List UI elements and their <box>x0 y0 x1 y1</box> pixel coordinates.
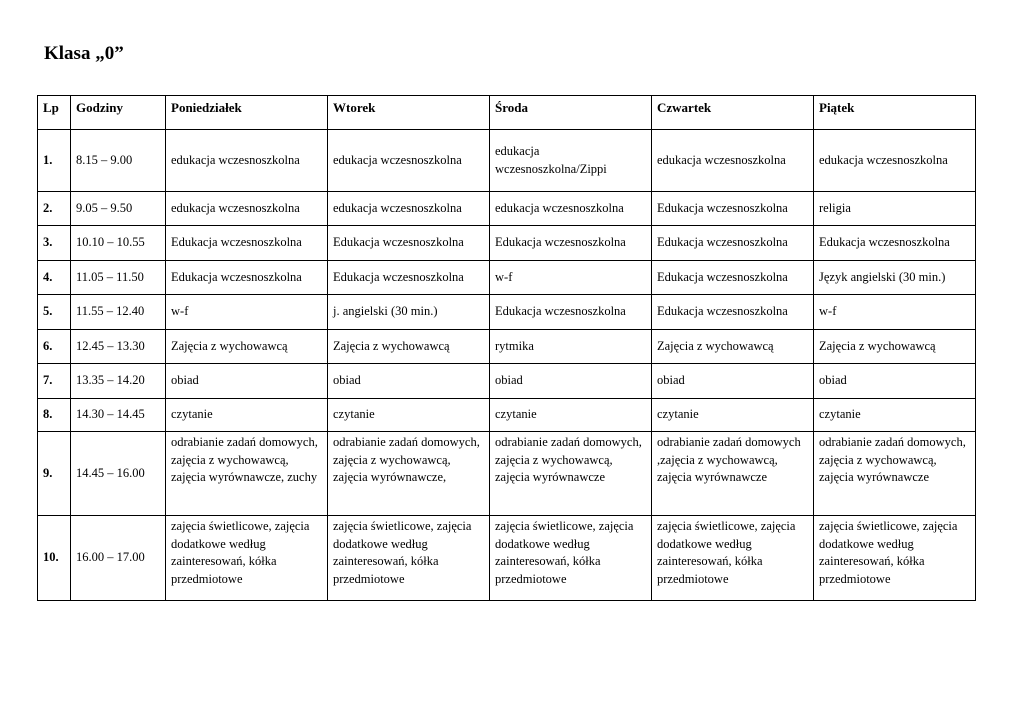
row-number: 3. <box>38 226 71 261</box>
lesson-cell-thursday: Zajęcia z wychowawcą <box>652 330 814 364</box>
header-friday: Piątek <box>814 96 976 130</box>
lesson-cell-thursday: czytanie <box>652 399 814 432</box>
lesson-cell-tuesday: obiad <box>328 364 490 399</box>
lesson-cell-friday: zajęcia świetlicowe, zajęcia dodatkowe według zainteresowań, kółka przedmiotowe <box>814 516 976 601</box>
row-number: 2. <box>38 192 71 226</box>
lesson-cell-tuesday: czytanie <box>328 399 490 432</box>
lesson-cell-monday: obiad <box>166 364 328 399</box>
lesson-cell-wednesday: odrabianie zadań domowych, zajęcia z wychowawcą, zajęcia wyrównawcze <box>490 432 652 516</box>
lesson-cell-friday: czytanie <box>814 399 976 432</box>
row-number: 1. <box>38 130 71 192</box>
row-number: 4. <box>38 261 71 295</box>
row-number: 9. <box>38 432 71 516</box>
row-number: 7. <box>38 364 71 399</box>
lesson-cell-thursday: edukacja wczesnoszkolna <box>652 130 814 192</box>
lesson-cell-monday: Edukacja wczesnoszkolna <box>166 261 328 295</box>
lesson-cell-monday: edukacja wczesnoszkolna <box>166 130 328 192</box>
lesson-hours: 11.05 – 11.50 <box>71 261 166 295</box>
lesson-cell-monday: czytanie <box>166 399 328 432</box>
table-row <box>38 192 976 226</box>
table-row <box>38 261 976 295</box>
table-header-row <box>38 96 976 130</box>
lesson-cell-friday: Język angielski (30 min.) <box>814 261 976 295</box>
lesson-cell-monday: edukacja wczesnoszkolna <box>166 192 328 226</box>
row-number: 8. <box>38 399 71 432</box>
lesson-cell-thursday: obiad <box>652 364 814 399</box>
table-row <box>38 432 976 516</box>
lesson-cell-monday: Zajęcia z wychowawcą <box>166 330 328 364</box>
header-monday: Poniedziałek <box>166 96 328 130</box>
table-row <box>38 226 976 261</box>
lesson-cell-tuesday: j. angielski (30 min.) <box>328 295 490 330</box>
lesson-cell-friday: religia <box>814 192 976 226</box>
lesson-cell-wednesday: edukacja wczesnoszkolna <box>490 192 652 226</box>
row-number: 5. <box>38 295 71 330</box>
lesson-hours: 11.55 – 12.40 <box>71 295 166 330</box>
lesson-hours: 13.35 – 14.20 <box>71 364 166 399</box>
table-row <box>38 364 976 399</box>
table-row <box>38 295 976 330</box>
lesson-cell-thursday: Edukacja wczesnoszkolna <box>652 261 814 295</box>
lesson-cell-tuesday: edukacja wczesnoszkolna <box>328 130 490 192</box>
lesson-cell-monday: zajęcia świetlicowe, zajęcia dodatkowe według zainteresowań, kółka przedmiotowe <box>166 516 328 601</box>
lesson-cell-thursday: Edukacja wczesnoszkolna <box>652 295 814 330</box>
lesson-cell-wednesday: w-f <box>490 261 652 295</box>
lesson-cell-thursday: Edukacja wczesnoszkolna <box>652 192 814 226</box>
schedule-table <box>37 95 976 601</box>
table-row <box>38 330 976 364</box>
header-thursday: Czwartek <box>652 96 814 130</box>
page-title: Klasa „0” <box>44 43 124 64</box>
lesson-hours: 8.15 – 9.00 <box>71 130 166 192</box>
lesson-cell-friday: Zajęcia z wychowawcą <box>814 330 976 364</box>
lesson-cell-tuesday: edukacja wczesnoszkolna <box>328 192 490 226</box>
lesson-cell-monday: w-f <box>166 295 328 330</box>
header-tuesday: Wtorek <box>328 96 490 130</box>
lesson-cell-tuesday: zajęcia świetlicowe, zajęcia dodatkowe według zainteresowań, kółka przedmiotowe <box>328 516 490 601</box>
lesson-cell-tuesday: odrabianie zadań domowych, zajęcia z wychowawcą, zajęcia wyrównawcze, <box>328 432 490 516</box>
lesson-hours: 10.10 – 10.55 <box>71 226 166 261</box>
table-row <box>38 516 976 601</box>
lesson-cell-tuesday: Edukacja wczesnoszkolna <box>328 226 490 261</box>
lesson-cell-wednesday: czytanie <box>490 399 652 432</box>
lesson-cell-thursday: zajęcia świetlicowe, zajęcia dodatkowe według zainteresowań, kółka przedmiotowe <box>652 516 814 601</box>
lesson-hours: 16.00 – 17.00 <box>71 516 166 601</box>
lesson-cell-monday: odrabianie zadań domowych, zajęcia z wychowawcą, zajęcia wyrównawcze, zuchy <box>166 432 328 516</box>
lesson-cell-wednesday: zajęcia świetlicowe, zajęcia dodatkowe według zainteresowań, kółka przedmiotowe <box>490 516 652 601</box>
lesson-cell-tuesday: Edukacja wczesnoszkolna <box>328 261 490 295</box>
lesson-cell-wednesday: obiad <box>490 364 652 399</box>
lesson-hours: 12.45 – 13.30 <box>71 330 166 364</box>
table-row <box>38 130 976 192</box>
header-lp: Lp <box>38 96 71 130</box>
lesson-cell-friday: odrabianie zadań domowych, zajęcia z wychowawcą, zajęcia wyrównawcze <box>814 432 976 516</box>
header-wednesday: Środa <box>490 96 652 130</box>
lesson-cell-friday: edukacja wczesnoszkolna <box>814 130 976 192</box>
lesson-cell-thursday: Edukacja wczesnoszkolna <box>652 226 814 261</box>
header-hours: Godziny <box>71 96 166 130</box>
lesson-cell-friday: obiad <box>814 364 976 399</box>
lesson-cell-wednesday: Edukacja wczesnoszkolna <box>490 226 652 261</box>
table-row <box>38 399 976 432</box>
row-number: 6. <box>38 330 71 364</box>
lesson-cell-thursday: odrabianie zadań domowych ,zajęcia z wychowawcą, zajęcia wyrównawcze <box>652 432 814 516</box>
lesson-cell-wednesday: rytmika <box>490 330 652 364</box>
lesson-cell-monday: Edukacja wczesnoszkolna <box>166 226 328 261</box>
lesson-cell-friday: Edukacja wczesnoszkolna <box>814 226 976 261</box>
lesson-cell-friday: w-f <box>814 295 976 330</box>
lesson-hours: 14.45 – 16.00 <box>71 432 166 516</box>
lesson-hours: 9.05 – 9.50 <box>71 192 166 226</box>
lesson-cell-wednesday: edukacja wczesnoszkolna/Zippi <box>490 130 652 192</box>
lesson-cell-tuesday: Zajęcia z wychowawcą <box>328 330 490 364</box>
row-number: 10. <box>38 516 71 601</box>
lesson-cell-wednesday: Edukacja wczesnoszkolna <box>490 295 652 330</box>
lesson-hours: 14.30 – 14.45 <box>71 399 166 432</box>
